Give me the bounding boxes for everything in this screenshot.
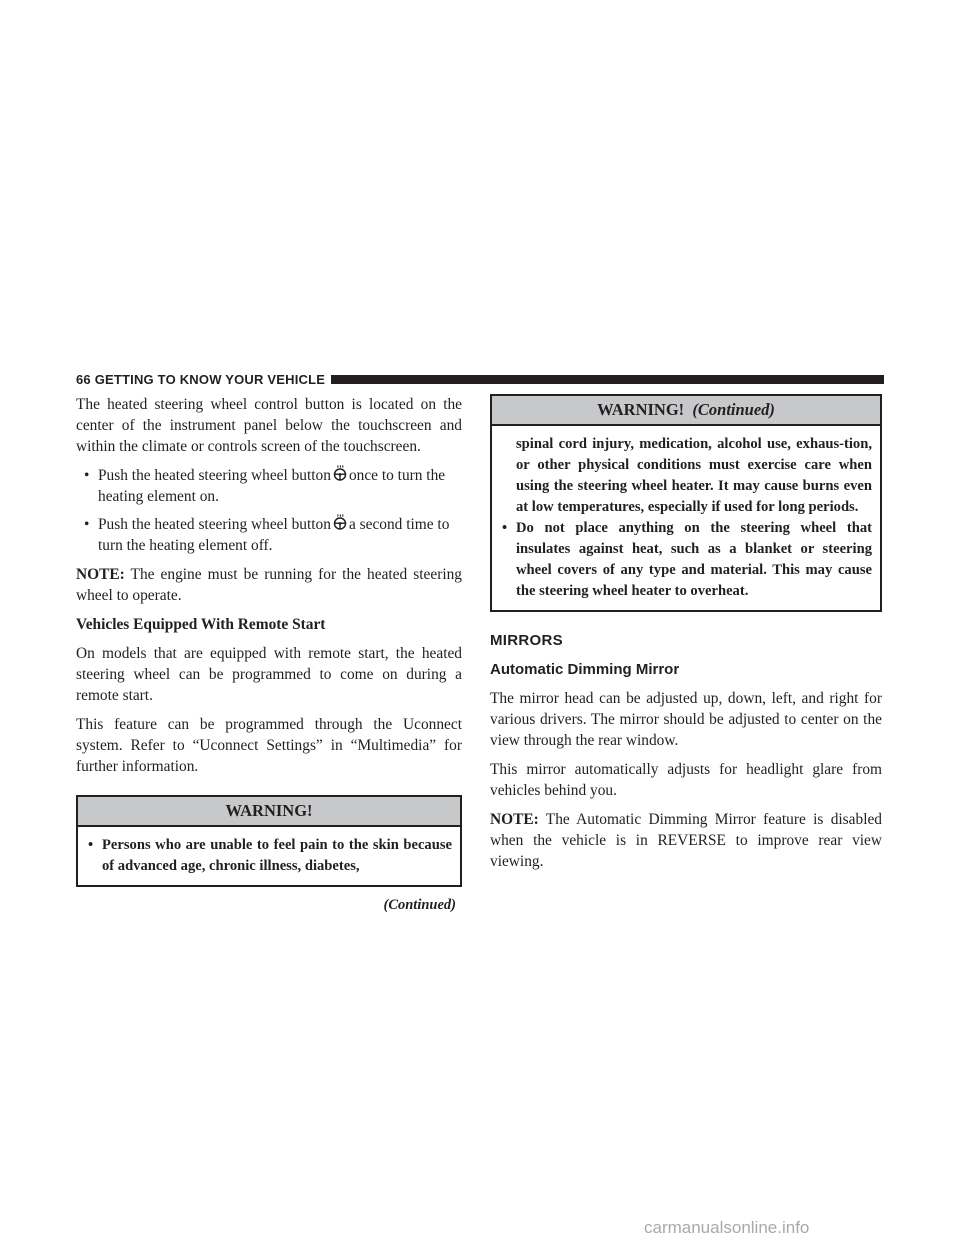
note-label: NOTE: [490,811,539,828]
page-header-text [76,372,325,387]
note-paragraph [76,564,462,606]
warning-body [492,426,880,610]
subsection-heading: Automatic Dimming Mirror [490,661,680,678]
note-paragraph [490,809,882,872]
list-item-text-before: Push the heated steering wheel button [98,467,331,484]
warning-bullet-text: Persons who are unable to feel pain to the skin because of advanced age, chronic illness, diabetes, [102,837,452,874]
heated-steering-wheel-icon [332,514,348,530]
bullet-glyph: • [502,520,508,536]
note-label: NOTE: [76,566,125,583]
list-item [88,835,452,877]
note-text: The engine must be running for the heated steering wheel to operate. [76,566,462,604]
warning-body [78,827,460,885]
note-text: The Automatic Dimming Mirror feature is disabled when the vehicle is in REVERSE to improve rear view viewing. [490,811,883,870]
mirror-glare-paragraph: This mirror automatically adjusts for headlight glare from vehicles behind you. [490,761,882,799]
uconnect-paragraph: This feature can be programmed through the Uconnect system. Refer to “Uconnect Settings” in “Multimedia” for further information. [76,716,462,775]
left-column [76,394,462,914]
bullet-glyph: • [84,467,90,484]
list-item-text-before: Push the heated steering wheel button [98,516,331,533]
mirror-adjust-paragraph: The mirror head can be adjusted up, down, left, and right for various drivers. The mirror should be adjusted to center on the view through the rear window. [490,690,882,749]
bullet-glyph: • [84,516,90,533]
bullet-glyph: • [88,837,94,853]
intro-paragraph: The heated steering wheel control button is located on the center of the instrument panel below the touchscreen and within the climate or controls screen of the touchscreen. [76,396,462,455]
warning-continued-label: (Continued) [692,400,775,419]
warning-continued-text: spinal cord injury, medication, alcohol use, exhaus-tion, or other physical conditions must exercise care when using the steering wheel heater. It may cause burns even at low temperatures, especially if used for long periods. [516,436,872,515]
list-item [502,518,872,602]
list-item-text-after: once to turn the heating element on. [98,467,446,505]
section-heading: MIRRORS [490,632,563,649]
page-number: 66 [76,371,91,387]
warning-bullet-text: Do not place anything on the steering wheel that insulates against heat, such as a blanket or steering wheel covers of any type and material. This may cause the steering wheel heater to overheat. [516,520,872,599]
watermark: carmanualsonline.info [644,1218,810,1237]
continued-label: (Continued) [383,897,456,913]
warning-box [76,795,462,887]
warning-list [88,835,452,877]
warning-header [492,396,880,426]
warning-list [502,518,872,602]
heated-steering-wheel-icon [332,465,348,481]
button-instructions-list [76,465,462,556]
warning-title: WARNING! [225,801,313,820]
warning-header [78,797,460,827]
list-item [76,465,462,507]
list-item-text-after: a second time to turn the heating element off. [98,516,450,554]
remote-start-heading: Vehicles Equipped With Remote Start [76,616,326,633]
list-item [76,514,462,556]
remote-start-paragraph: On models that are equipped with remote start, the heated steering wheel can be programmed to come on during a remote start. [76,645,462,704]
warning-title: WARNING! [597,400,685,419]
right-column [490,394,882,880]
page-header [76,371,884,387]
section-title: GETTING TO KNOW YOUR VEHICLE [94,371,326,387]
warning-box-continued [490,394,882,612]
header-rule [331,375,884,384]
